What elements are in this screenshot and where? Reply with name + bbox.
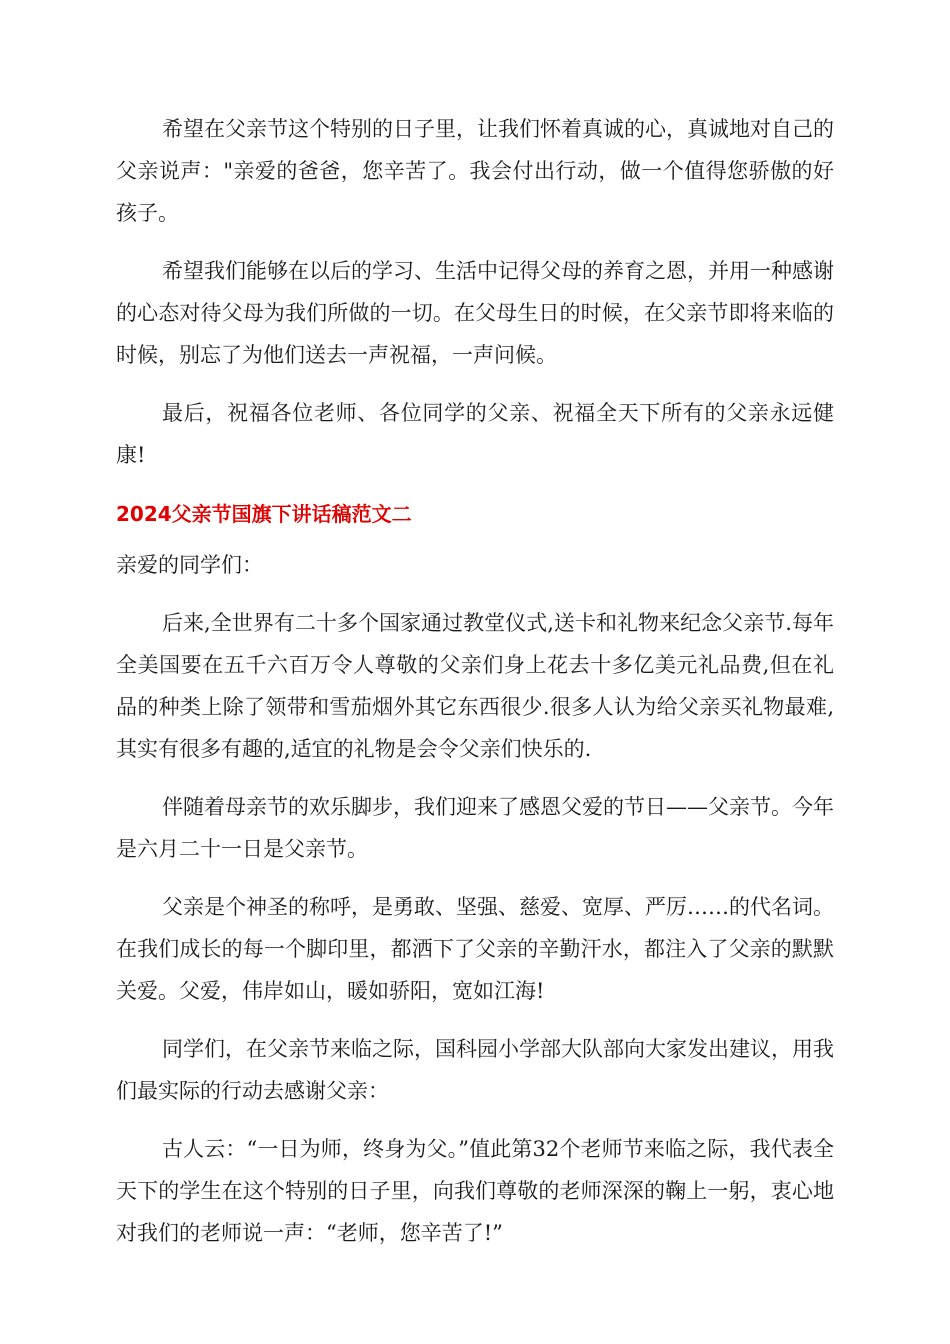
paragraph: 希望在父亲节这个特别的日子里，让我们怀着真诚的心，真诚地对自己的父亲说声："亲爱的爸爸，您辛苦了。我会付出行动，做一个值得您骄傲的好孩子。 — [116, 117, 834, 225]
paragraph: 同学们，在父亲节来临之际，国科园小学部大队部向大家发出建议，用我们最实际的行动去感谢父亲： — [116, 1037, 834, 1103]
paragraph: 古人云：“一日为师，终身为父。”值此第32个老师节来临之际，我代表全天下的学生在这个特别的日子里，向我们尊敬的老师深深的鞠上一躬，衷心地对我们的老师说一声：“老师，您辛苦了!” — [116, 1137, 834, 1245]
salutation: 亲爱的同学们： — [116, 553, 263, 577]
paragraph: 后来,全世界有二十多个国家通过教堂仪式,送卡和礼物来纪念父亲节.每年全美国要在五千六百万令人尊敬的父亲们身上花去十多亿美元礼品费,但在礼品的种类上除了领带和雪茄烟外其它东西很少.很多人认为给父亲买礼物最难,其实有很多有趣的,适宜的礼物是会令父亲们快乐的. — [116, 611, 834, 761]
section-heading: 2024父亲节国旗下讲话稿范文二 — [116, 502, 412, 526]
paragraph: 最后，祝福各位老师、各位同学的父亲、祝福全天下所有的父亲永远健康! — [116, 401, 834, 467]
paragraph: 伴随着母亲节的欢乐脚步，我们迎来了感恩父爱的节日——父亲节。今年是六月二十一日是父亲节。 — [116, 795, 834, 861]
paragraph: 父亲是个神圣的称呼，是勇敢、坚强、慈爱、宽厚、严厉……的代名词。在我们成长的每一个脚印里，都洒下了父亲的辛勤汗水，都注入了父亲的默默关爱。父爱，伟岸如山，暖如骄阳，宽如江海! — [116, 895, 834, 1003]
document-body — [116, 108, 834, 1270]
paragraph: 希望我们能够在以后的学习、生活中记得父母的养育之恩，并用一种感谢的心态对待父母为我们所做的一切。在父母生日的时候，在父亲节即将来临的时候，别忘了为他们送去一声祝福，一声问候。 — [116, 259, 834, 367]
